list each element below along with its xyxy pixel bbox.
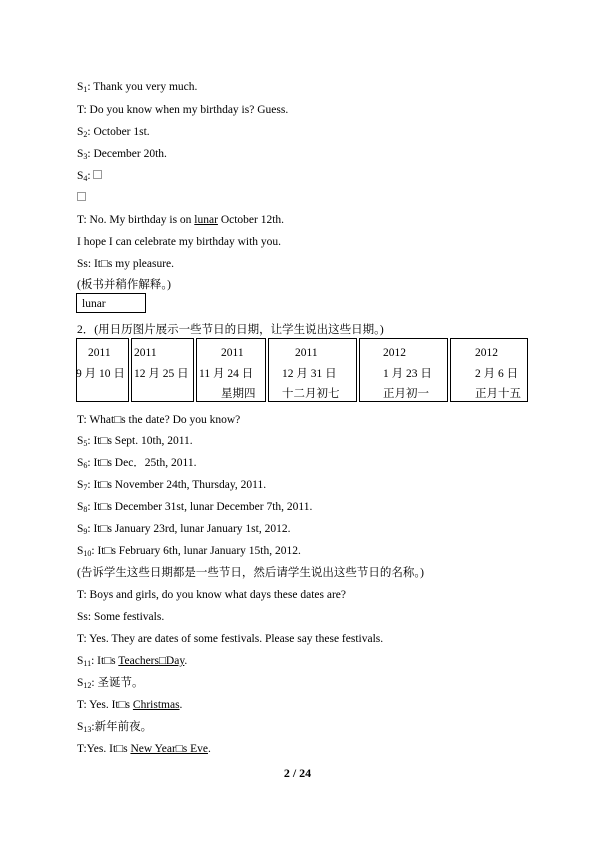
missing-glyph-icon xyxy=(93,170,102,179)
dialog-line: $S_9$: It□s January 23rd, lunar January 1st, 2012. xyxy=(77,523,291,536)
dialog-line: $S_{13}$:新年前夜。 xyxy=(77,721,153,734)
dialog-line: $S_8$: It□s December 31st, lunar December 7th, 2011. xyxy=(77,501,313,514)
dialog-line: $S_5$: It□s Sept. 10th, 2011. xyxy=(77,435,193,448)
calendar-cell: 2012 1 月 23 日 正月初一 xyxy=(359,338,448,402)
dialog-line: T: Yes. It□s Christmas. xyxy=(77,699,183,711)
missing-glyph-icon xyxy=(77,192,86,201)
dialog-line: $S_1$: Thank you very much. xyxy=(77,81,198,94)
dialog-line: T: Do you know when my birthday is? Guess. xyxy=(77,104,289,116)
dialog-line: $S_7$: It□s November 24th, Thursday, 2011. xyxy=(77,479,267,492)
instruction-note: (告诉学生这些日期都是一些节日，然后请学生说出这些节日的名称。) xyxy=(77,567,424,579)
dialog-line: $S_3$: December 20th. xyxy=(77,148,167,161)
dialog-line: Ss: It□s my pleasure. xyxy=(77,258,175,270)
instruction-note: (板书并稍作解释。) xyxy=(77,279,171,291)
dialog-line: I hope I can celebrate my birthday with you. xyxy=(77,236,282,248)
dialog-line: $S_2$: October 1st. xyxy=(77,126,150,139)
calendar-cell: 2011 12 月 25 日 xyxy=(131,338,194,402)
dialog-line: Ss: Some festivals. xyxy=(77,611,165,623)
dialog-line: $S_{11}$: It□s Teachers□Day. xyxy=(77,655,188,668)
dialog-line: $S_6$: It□s Dec．25th, 2011. xyxy=(77,457,197,470)
calendar-cell: 2012 2 月 6 日 正月十五 xyxy=(450,338,528,402)
calendar-cell: 2011 9 月 10 日 xyxy=(76,338,129,402)
calendar-cell: 2011 12 月 31 日 十二月初七 xyxy=(268,338,357,402)
dialog-line: $S_{10}$: It□s February 6th, lunar January 15th, 2012. xyxy=(77,545,301,558)
dialog-line: T: What□s the date? Do you know? xyxy=(77,414,241,426)
dialog-line: T: No. My birthday is on lunar October 12th. xyxy=(77,214,285,226)
dialog-line: T: Yes. They are dates of some festivals. Please say these festivals. xyxy=(77,633,384,645)
page-number: 2 / 24 xyxy=(283,766,312,780)
calendar-cell: 2011 11 月 24 日 星期四 xyxy=(196,338,266,402)
section-instruction: 2．(用日历图片展示一些节日的日期，让学生说出这些日期。) xyxy=(77,324,384,336)
board-word-box: lunar xyxy=(76,293,146,313)
dialog-line: T: Boys and girls, do you know what days these dates are? xyxy=(77,589,346,601)
dialog-line: T:Yes. It□s New Year□s Eve. xyxy=(77,743,211,755)
missing-glyph-line xyxy=(77,191,86,205)
dialog-line: $S_{12}$: 圣诞节。 xyxy=(77,677,144,690)
dialog-line: $S_4$: xyxy=(77,169,102,183)
